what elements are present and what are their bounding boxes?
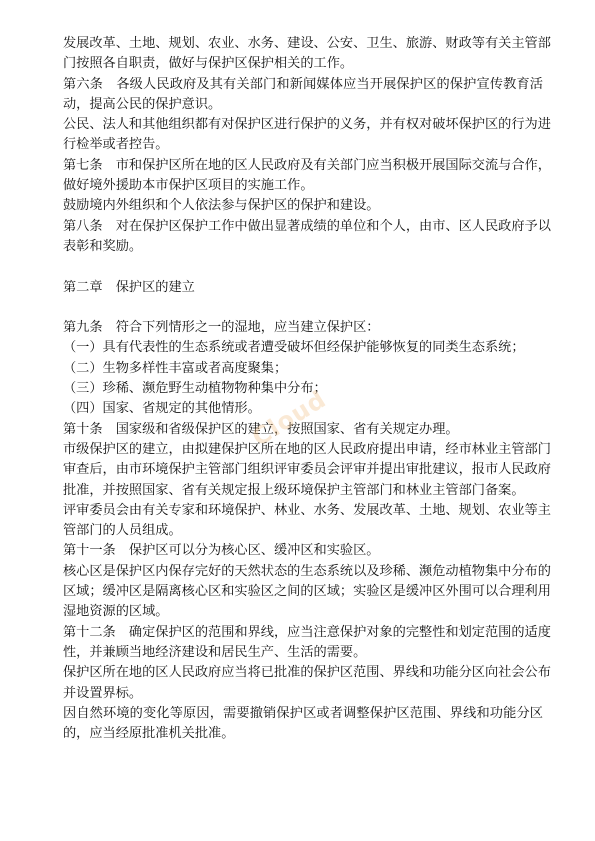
article-8-line: 第八条 对在保护区保护工作中做出显著成绩的单位和个人，由市、区人民政府予以 xyxy=(63,218,551,234)
paragraph-line: 的，应当经原批准机关批准。 xyxy=(63,726,235,742)
list-item: （四）国家、省规定的其他情形。 xyxy=(63,401,261,417)
cloud-watermark: Cloud xyxy=(247,385,332,452)
paragraph-line: 区域；缓冲区是隔离核心区和实验区之间的区域；实验区是缓冲区外围可以合理利用 xyxy=(63,584,551,600)
blank-line xyxy=(63,298,543,318)
paragraph-line: 保护区所在地的区人民政府应当将已批准的保护区范围、界线和功能分区向社会公布 xyxy=(63,665,551,681)
document-page xyxy=(63,34,551,744)
paragraph-line: 批准，并按照国家、省有关规定报上级环境保护主管部门和林业主管部门备案。 xyxy=(63,482,525,498)
chapter-heading: 第二章 保护区的建立 xyxy=(63,279,195,295)
article-7-line: 第七条 市和保护区所在地的区人民政府及有关部门应当积极开展国际交流与合作， xyxy=(63,157,551,173)
paragraph-line: 性，并兼顾当地经济建设和居民生产、生活的需要。 xyxy=(63,644,367,660)
paragraph-line: 湿地资源的区域。 xyxy=(63,604,169,620)
paragraph-line: 鼓励境内外组织和个人依法参与保护区的保护和建设。 xyxy=(63,198,380,214)
paragraph-line: 动，提高公民的保护意识。 xyxy=(63,96,222,112)
article-6-line: 第六条 各级人民政府及其有关部门和新闻媒体应当开展保护区的保护宣传教育活 xyxy=(63,76,543,92)
paragraph-line: 因自然环境的变化等原因，需要撤销保护区或者调整保护区范围、界线和功能分区 xyxy=(63,705,543,721)
list-item: （一）具有代表性的生态系统或者遭受破坏但经保护能够恢复的同类生态系统； xyxy=(63,340,525,356)
paragraph-line: 核心区是保护区内保存完好的天然状态的生态系统以及珍稀、濒危动植物集中分布的 xyxy=(63,563,551,579)
paragraph-line: 公民、法人和其他组织都有对保护区进行保护的义务，并有权对破坏保护区的行为进 xyxy=(63,117,551,133)
paragraph-line: 门按照各自职责，做好与保护区保护相关的工作。 xyxy=(63,56,354,72)
paragraph-line: 发展改革、土地、规划、农业、水务、建设、公安、卫生、旅游、财政等有关主管部 xyxy=(63,36,551,51)
list-item: （二）生物多样性丰富或者高度聚集； xyxy=(63,360,288,376)
paragraph-line: 评审委员会由有关专家和环境保护、林业、水务、发展改革、土地、规划、农业等主 xyxy=(63,502,551,518)
paragraph-line: 并设置界标。 xyxy=(63,685,143,701)
paragraph-line: 行检举或者控告。 xyxy=(63,137,169,153)
article-10-line: 第十条 国家级和省级保护区的建立，按照国家、省有关规定办理。 xyxy=(63,421,459,437)
article-12-line: 第十二条 确定保护区的范围和界线，应当注意保护对象的完整性和划定范围的适度 xyxy=(63,624,551,640)
article-11-line: 第十一条 保护区可以分为核心区、缓冲区和实验区。 xyxy=(63,543,380,559)
paragraph-line: 审查后，由市环境保护主管部门组织评审委员会评审并提出审批建议，报市人民政府 xyxy=(63,462,551,478)
blank-line xyxy=(63,257,543,277)
paragraph-line: 市级保护区的建立，由拟建保护区所在地的区人民政府提出申请，经市林业主管部门 xyxy=(63,441,551,457)
article-9-line: 第九条 符合下列情形之一的湿地，应当建立保护区： xyxy=(63,320,380,336)
paragraph-line: 管部门的人员组成。 xyxy=(63,523,182,539)
paragraph-line: 做好境外援助本市保护区项目的实施工作。 xyxy=(63,178,314,194)
paragraph-line: 表彰和奖励。 xyxy=(63,238,143,254)
list-item: （三）珍稀、濒危野生动植物物种集中分布； xyxy=(63,381,327,397)
